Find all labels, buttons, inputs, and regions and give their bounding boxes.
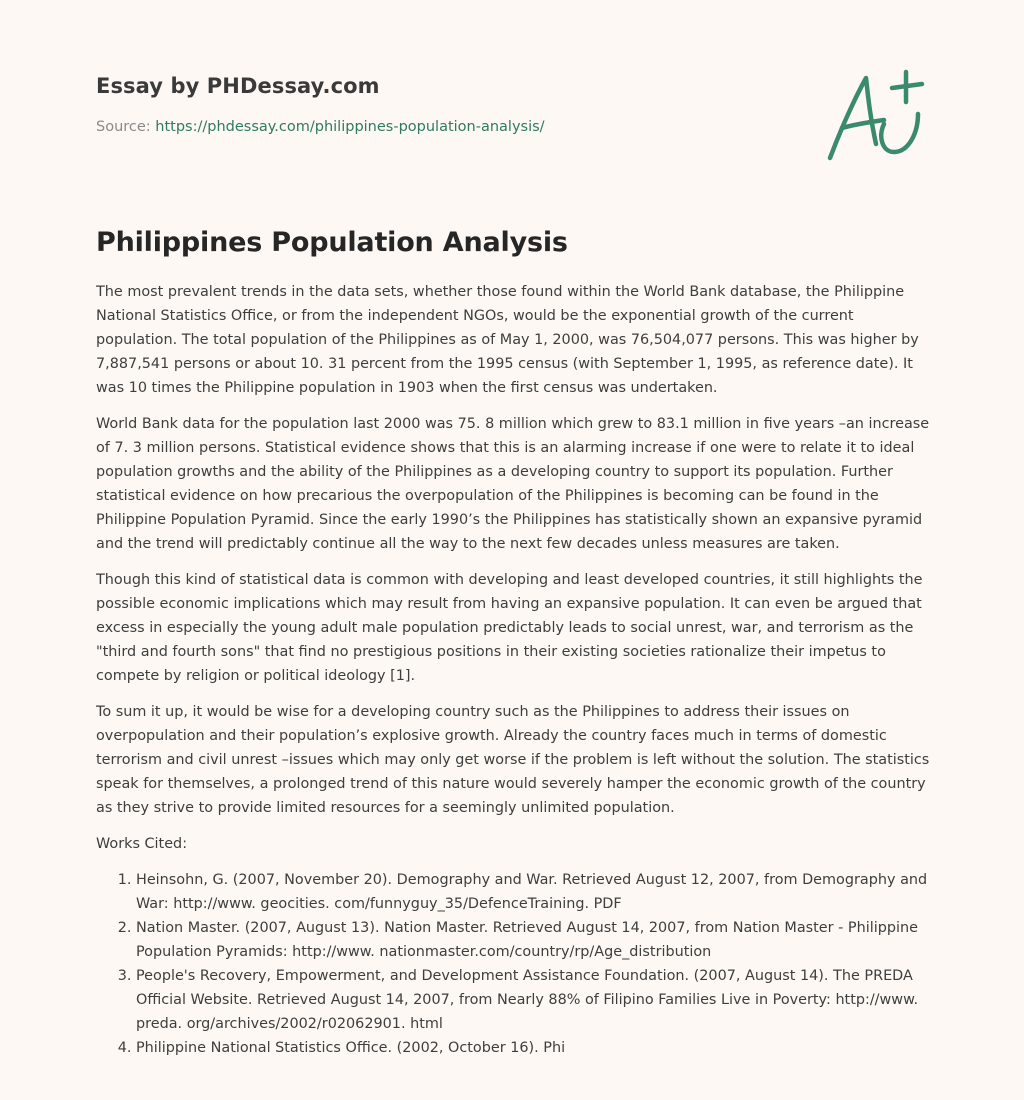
source-label: Source:	[96, 119, 156, 135]
site-brand: Essay by PHDessay.com	[96, 74, 380, 98]
page-header	[96, 74, 545, 135]
paragraph-1: The most prevalent trends in the data sets, whether those found within the World Bank database, the Philippine National Statistics Office, or from the independent NGOs, would be the exponential growth of the current population. The total population of the Philippines as of May 1, 2000, was 76,504,077 persons. This was higher by 7,887,541 persons or about 10. 31 percent from the 1995 census (with September 1, 1995, as reference date). It was 10 times the Philippine population in 1903 when the first census was undertaken.	[96, 284, 919, 396]
page-title: Philippines Population Analysis	[96, 227, 568, 258]
reference-item: 3. People's Recovery, Empowerment, and Development Assistance Foundation. (2007, August 14). The PREDA Official Website. Retrieved August 14, 2007, from Nearly 88% of Filipino Families Live in Poverty: http://www. preda. org/archives/2002/r02062901. html	[136, 964, 936, 1036]
source-link[interactable]: https://phdessay.com/philippines-population-analysis/	[155, 119, 545, 135]
paragraph-2: World Bank data for the population last 2000 was 75. 8 million which grew to 83.1 million in five years –an increase of 7. 3 million persons. Statistical evidence shows that this is an alarming increase if one were to relate it to ideal population growths and the ability of the Philippines as a developing country to support its population. Further statistical evidence on how precarious the overpopulation of the Philippines is becoming can be found in the Philippine Population Pyramid. Since the early 1990’s the Philippines has statistically shown an expansive pyramid and the trend will predictably continue all the way to the next few decades unless measures are taken.	[96, 416, 930, 552]
source-line	[96, 119, 545, 135]
a-plus-logo-icon	[822, 66, 930, 166]
reference-item: 2. Nation Master. (2007, August 13). Nation Master. Retrieved August 14, 2007, from Nation Master - Philippine Population Pyramids: http://www. nationmaster.com/country/rp/Age_distribution	[136, 916, 936, 964]
references-list	[96, 868, 936, 1060]
paragraph-4: To sum it up, it would be wise for a developing country such as the Philippines to address their issues on overpopulation and their population’s explosive growth. Already the country faces much in terms of domestic terrorism and civil unrest –issues which may only get worse if the problem is left without the solution. The statistics speak for themselves, a prolonged trend of this nature would severely hamper the economic growth of the country as they strive to provide limited resources for a seemingly unlimited population.	[96, 704, 930, 816]
reference-item: 1. Heinsohn, G. (2007, November 20). Demography and War. Retrieved August 12, 2007, from Demography and War: http://www. geocities. com/funnyguy_35/DefenceTraining. PDF	[136, 868, 936, 916]
works-cited-heading: Works Cited:	[96, 836, 188, 852]
article	[96, 227, 936, 1060]
paragraph-3: Though this kind of statistical data is common with developing and least developed countries, it still highlights the possible economic implications which may result from having an expansive population. It can even be argued that excess in especially the young adult male population predictably leads to social unrest, war, and terrorism as the "third and fourth sons" that find no prestigious positions in their existing societies rationalize their impetus to compete by religion or political ideology [1].	[96, 572, 923, 684]
reference-item: 4. Philippine National Statistics Office. (2002, October 16). Phi	[136, 1036, 936, 1060]
